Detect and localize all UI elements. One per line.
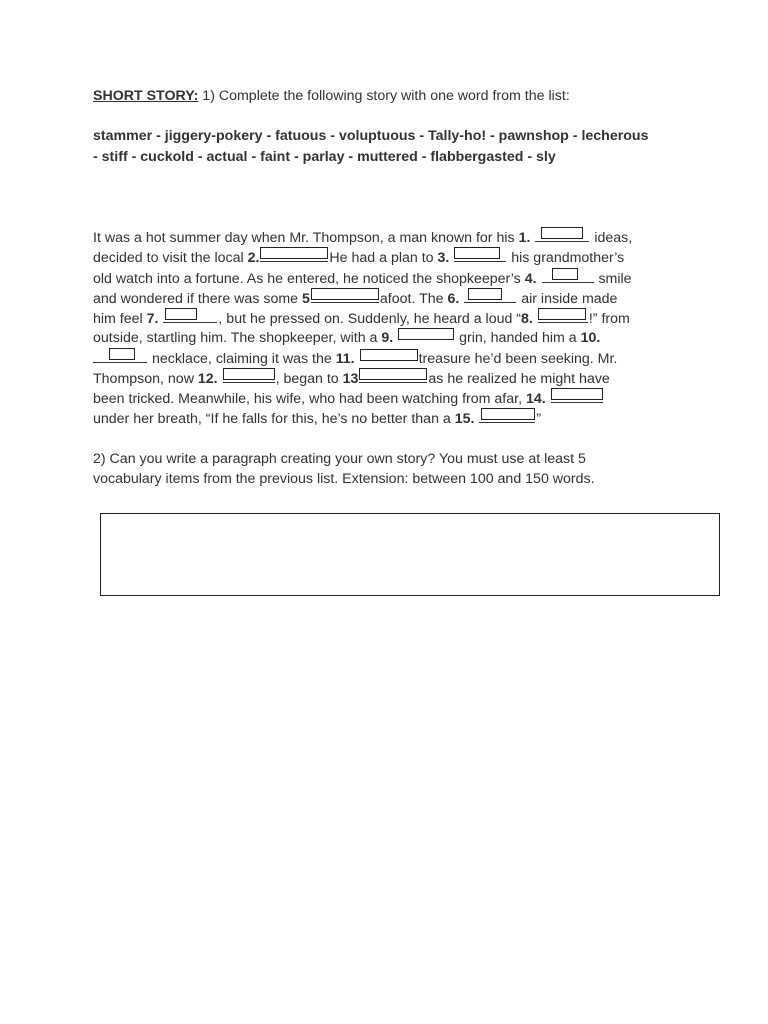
story-text: ” — [536, 411, 542, 427]
story-text: !” from — [588, 311, 630, 327]
blank-14[interactable] — [551, 388, 603, 403]
blank-number-15: 15. — [454, 411, 475, 427]
word-list-line-2: - stiff - cuckold - actual - faint - parlay - muttered - flabbergasted - sly — [93, 149, 556, 165]
story-text: his grandmother’s — [511, 250, 625, 266]
question-2-line-2: vocabulary items from the previous list. Extension: between 100 and 150 words. — [93, 471, 595, 487]
heading — [93, 86, 570, 106]
blank-4[interactable] — [542, 268, 594, 283]
blank-5[interactable] — [311, 288, 379, 303]
answer-box[interactable] — [100, 513, 720, 596]
story-text: smile — [598, 271, 632, 287]
story-text: He had a plan to — [329, 250, 438, 266]
story-text: decided to visit the local — [93, 250, 248, 266]
blank-number-12: 12. — [197, 371, 218, 387]
story-text: afoot. The — [379, 291, 448, 307]
blank-number-4: 4. — [524, 271, 537, 287]
blank-number-7: 7. — [146, 311, 159, 327]
blank-number-13: 13 — [342, 371, 359, 387]
story-line-1 — [93, 227, 632, 247]
story-text: him feel — [93, 311, 147, 327]
story-text: outside, startling him. The shopkeeper, with a — [93, 330, 382, 346]
story-text: grin, handed him a — [455, 330, 581, 346]
story-text: treasure he’d been seeking. Mr. — [418, 351, 618, 367]
blank-13[interactable] — [359, 368, 427, 383]
story-text: necklace, claiming it was the — [148, 351, 336, 367]
heading-label: SHORT STORY: — [93, 88, 199, 104]
story-text: ideas, — [594, 230, 633, 246]
blank-number-1: 1. — [518, 230, 531, 246]
blank-9[interactable] — [398, 328, 454, 342]
story-line-10 — [93, 408, 541, 428]
blank-number-9: 9. — [381, 330, 394, 346]
blank-11[interactable] — [360, 349, 418, 363]
blank-6[interactable] — [464, 288, 516, 303]
blank-number-14: 14. — [525, 391, 546, 407]
story-line-2 — [93, 247, 624, 267]
question-2-line-1: 2) Can you write a paragraph creating your own story? You must use at least 5 — [93, 451, 586, 467]
story-text: old watch into a fortune. As he entered, he noticed the shopkeeper’s — [93, 271, 525, 287]
blank-number-3: 3. — [437, 250, 450, 266]
blank-number-2: 2. — [247, 250, 260, 266]
blank-number-5: 5 — [302, 291, 310, 307]
story-text: air inside made — [521, 291, 618, 307]
blank-number-8: 8. — [521, 311, 533, 327]
story-text: under her breath, “If he falls for this, he’s no better than a — [93, 411, 455, 427]
blank-2[interactable] — [260, 247, 328, 262]
story-line-4 — [93, 288, 617, 308]
blank-15[interactable] — [479, 408, 535, 423]
story-text: Thompson, now — [93, 371, 198, 387]
blank-7[interactable] — [163, 308, 217, 323]
story-line-3 — [93, 268, 632, 288]
blank-12[interactable] — [223, 368, 275, 383]
story-text: It was a hot summer day when Mr. Thompson, a man known for his — [93, 230, 519, 246]
blank-3[interactable] — [454, 247, 506, 262]
blank-8[interactable] — [538, 308, 588, 323]
story-line-8 — [93, 368, 610, 388]
story-line-6 — [93, 328, 600, 348]
story-text: and wondered if there was some — [93, 291, 302, 307]
heading-instruction: 1) Complete the following story with one word from the list: — [198, 88, 570, 104]
story-text: as he realized he might have — [428, 371, 610, 387]
story-text: been tricked. Meanwhile, his wife, who had been watching from afar, — [93, 391, 526, 407]
story-line-5 — [93, 308, 630, 328]
story-line-7 — [93, 348, 617, 368]
blank-number-10: 10. — [580, 330, 601, 346]
blank-1[interactable] — [535, 227, 589, 242]
story-text: , but he pressed on. Suddenly, he heard a loud “ — [218, 311, 522, 327]
story-text: , began to — [275, 371, 343, 387]
story-line-9 — [93, 388, 604, 408]
blank-10[interactable] — [93, 348, 147, 363]
blank-number-11: 11. — [335, 351, 355, 367]
word-list-line-1: stammer - jiggery-pokery - fatuous - voluptuous - Tally-ho! - pawnshop - lecherous — [93, 128, 649, 144]
blank-number-6: 6. — [447, 291, 460, 307]
